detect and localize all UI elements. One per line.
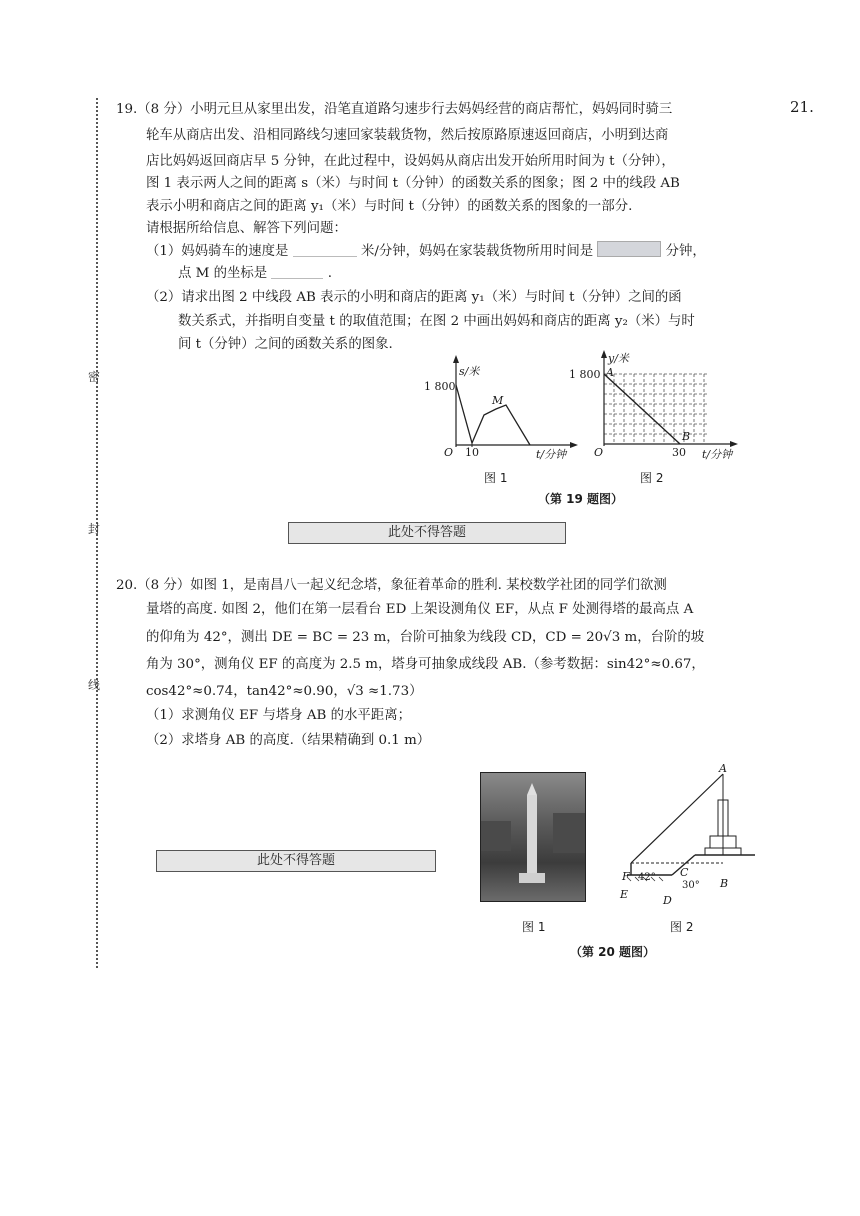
q19-fig1-ytick: 1 800 <box>424 380 456 393</box>
next-question-number: 21. <box>790 98 814 116</box>
q19-line-2: 轮车从商店出发、沿相同路线匀速回家装载货物，然后按原路原速返回商店，小明到达商 <box>146 128 669 143</box>
margin-mark-mi: 密 <box>88 370 101 384</box>
q20-fig2-label-e: E <box>620 888 629 901</box>
q19-part2-line3: 间 t（分钟）之间的函数关系的图象. <box>178 337 393 352</box>
answer-blank-point-m[interactable] <box>271 264 323 279</box>
q19-fig1-xlabel: t/分钟 <box>536 448 567 461</box>
q19-fig2-origin: O <box>594 446 604 459</box>
q20-fig2-label-f: F <box>622 870 630 883</box>
q19-fig1-ylabel: s/米 <box>459 365 480 378</box>
margin-mark-feng: 封 <box>88 522 101 536</box>
q19-fig1-caption: 图 1 <box>484 471 508 485</box>
answer-blank-loading-time[interactable] <box>597 241 661 257</box>
q20-line-3: 的仰角为 42°，测出 DE = BC = 23 m，台阶可抽象为线段 CD，CD = 20√3 m，台阶的坡 <box>146 630 705 645</box>
q19-fig2-xtick: 30 <box>672 446 686 459</box>
q20-fig2-label-a: A <box>719 762 727 775</box>
q19-fig2-point-b: B <box>682 430 691 443</box>
q20-fig2-angle-42: 42° <box>638 872 656 883</box>
q20-line-1: 20.（8 分）如图 1，是南昌八一起义纪念塔，象征着革命的胜利. 某校数学社团的同学们欲测 <box>116 578 667 593</box>
q19-line-3: 店比妈妈返回商店早 5 分钟，在此过程中，设妈妈从商店出发开始所用时间为 t（分钟）， <box>146 154 675 169</box>
q20-line-2: 量塔的高度. 如图 2，他们在第一层看台 ED 上架设测角仪 EF，从点 F 处测得塔的最高点 A <box>146 602 694 617</box>
q20-line-4: 角为 30°，测角仪 EF 的高度为 2.5 m，塔身可抽象成线段 AB.（参考数据：sin42°≈0.67， <box>146 657 705 672</box>
q19-fig2-point-a: A <box>606 366 614 379</box>
q20-part-1: （1）求测角仪 EF 与塔身 AB 的水平距离； <box>146 708 411 723</box>
memorial-tower-photo <box>480 772 586 902</box>
margin-mark-xian: 线 <box>88 678 101 692</box>
q19-fig2-ylabel: y/米 <box>608 352 629 365</box>
q19-fig1-xtick: 10 <box>465 446 479 459</box>
q19-part1-line1 <box>146 240 706 263</box>
q19-part1-text-d: 点 M 的坐标是 <box>178 266 268 281</box>
q20-part-2: （2）求塔身 AB 的高度.（结果精确到 0.1 m） <box>146 733 431 748</box>
q20-fig1-caption: 图 1 <box>522 920 546 934</box>
q19-part1-text-c: 分钟， <box>665 244 706 259</box>
q20-fig2-label-c: C <box>680 866 689 879</box>
q20-no-answer-zone: 此处不得答题 <box>156 850 436 872</box>
q19-fig1-origin: O <box>444 446 454 459</box>
q20-fig2-label-b: B <box>720 877 729 890</box>
q19-line-5: 表示小明和商店之间的距离 y₁（米）与时间 t（分钟）的函数关系的图象的一部分. <box>146 199 633 214</box>
q19-fig2-caption: 图 2 <box>640 471 664 485</box>
answer-blank-speed[interactable] <box>293 242 357 257</box>
q20-fig2-angle-30: 30° <box>682 880 700 891</box>
q20-line-5: cos42°≈0.74，tan42°≈0.90，√3 ≈1.73） <box>146 684 423 699</box>
q19-fig2-ytick: 1 800 <box>569 368 601 381</box>
q19-part1-text-e: . <box>327 266 332 281</box>
q19-part2-line1: （2）请求出图 2 中线段 AB 表示的小明和商店的距离 y₁（米）与时间 t（分钟）之间的函 <box>146 290 682 305</box>
q20-fig2-caption: 图 2 <box>670 920 694 934</box>
tower-silhouette <box>481 773 585 901</box>
q19-fig2-xlabel: t/分钟 <box>702 448 733 461</box>
q19-figure-caption: （第 19 题图） <box>538 492 624 506</box>
q19-line-1: 19.（8 分）小明元旦从家里出发，沿笔直道路匀速步行去妈妈经营的商店帮忙，妈妈同时骑三 <box>116 102 673 117</box>
q19-part1-text-b: 米/分钟，妈妈在家装载货物所用时间是 <box>360 244 594 259</box>
q19-line-4: 图 1 表示两人之间的距离 s（米）与时间 t（分钟）的函数关系的图象；图 2 中的线段 AB <box>146 176 680 191</box>
q19-no-answer-zone: 此处不得答题 <box>288 522 566 544</box>
q20-fig2-label-d: D <box>663 894 672 907</box>
q19-line-6: 请根据所给信息、解答下列问题： <box>146 221 347 236</box>
q19-fig1-point-m: M <box>492 394 504 407</box>
q19-part1-text-a: （1）妈妈骑车的速度是 <box>146 244 289 259</box>
q20-figure-caption: （第 20 题图） <box>570 945 656 959</box>
q19-part1-line2 <box>178 262 332 285</box>
q19-part2-line2: 数关系式，并指明自变量 t 的取值范围；在图 2 中画出妈妈和商店的距离 y₂（米）与时 <box>178 314 695 329</box>
